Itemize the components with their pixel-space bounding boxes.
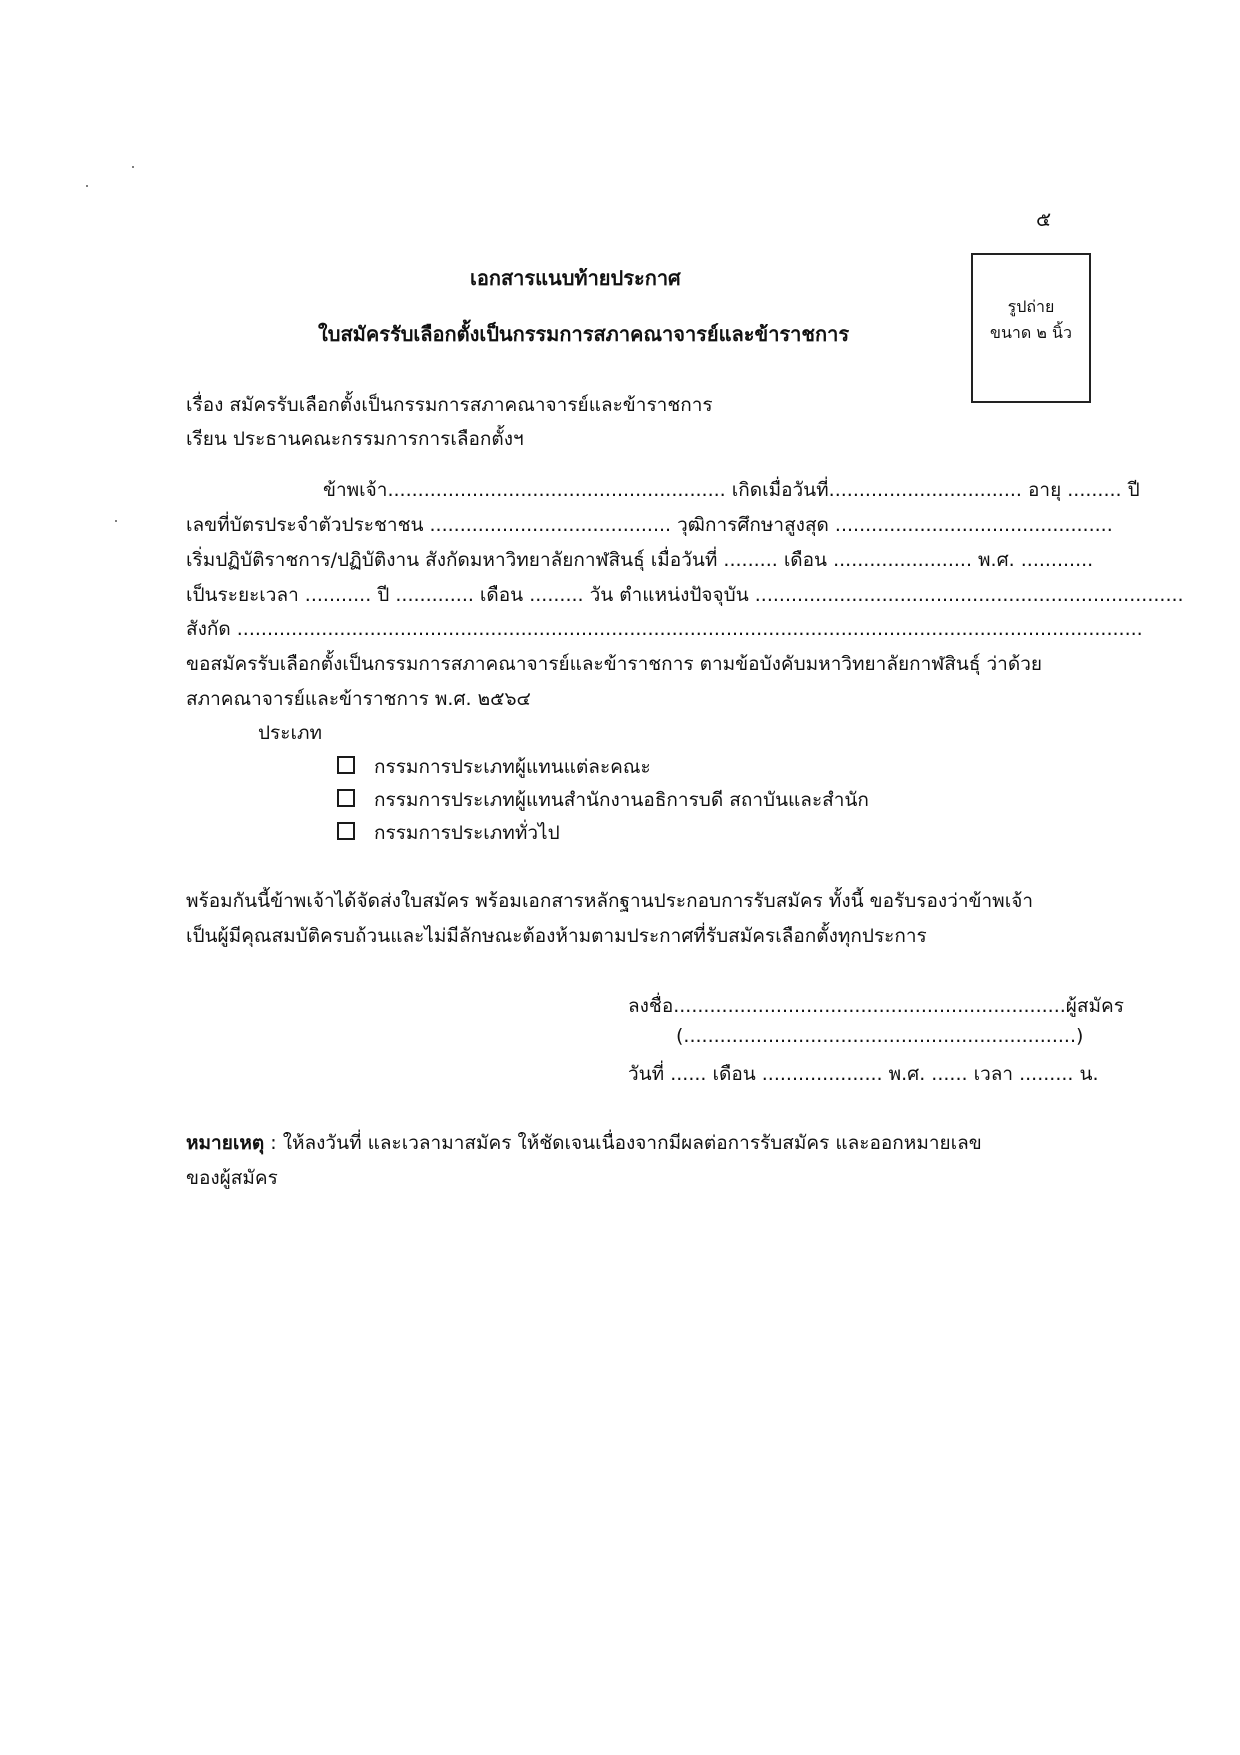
recipient-line: เรียน ประธานคณะกรรมการการเลือกตั้งฯ [186,428,524,450]
id-card-line: เลขที่บัตรประจำตัวประชาชน ........................................ วุฒิการศึกษาสูงสุด .............................................. [186,514,1113,536]
signature-line: ลงชื่อ.................................................................ผู้สมัคร [628,995,1124,1017]
document-title: เอกสารแนบท้ายประกาศ [470,266,681,290]
scan-speck [86,185,88,187]
document-subtitle: ใบสมัครรับเลือกตั้งเป็นกรรมการสภาคณาจารย์และข้าราชการ [318,322,850,346]
scan-speck [115,520,117,522]
tenure-line: เป็นระยะเวลา ........... ปี ............. เดือน ......... วัน ตำแหน่งปัจจุบัน ....................................................................... [186,584,1184,606]
photo-box-size: ขนาด ๒ นิ้ว [990,323,1072,342]
declaration-line1: พร้อมกันนี้ข้าพเจ้าได้จัดส่งใบสมัคร พร้อมเอกสารหลักฐานประกอบการรับสมัคร ทั้งนี้ ขอรับรองว่าข้าพเจ้า [186,890,1034,912]
general-category-checkbox[interactable] [337,822,355,840]
category-option-faculty: กรรมการประเภทผู้แทนแต่ละคณะ [374,756,651,778]
application-statement-line1: ขอสมัครรับเลือกตั้งเป็นกรรมการสภาคณาจารย์และข้าราชการ ตามข้อบังคับมหาวิทยาลัยกาฬสินธุ์ ว่าด้วย [186,653,1042,675]
page-number: ๕ [1036,207,1052,231]
signature-date-line: วันที่ ...... เดือน .................... พ.ศ. ...... เวลา ......... น. [628,1063,1099,1085]
note-text: : ให้ลงวันที่ และเวลามาสมัคร ให้ชัดเจนเนื่องจากมีผลต่อการรับสมัคร และออกหมายเลข [264,1132,982,1154]
category-option-general: กรรมการประเภททั่วไป [374,822,560,844]
note-line1 [186,1128,982,1158]
scan-speck [132,166,134,168]
applicant-name-line: ข้าพเจ้า........................................................ เกิดเมื่อวันที่................................ อายุ ......... ปี [323,479,1140,501]
application-statement-line2: สภาคณาจารย์และข้าราชการ พ.ศ. ๒๕๖๔ [186,688,531,710]
photo-box-label: รูปถ่าย [1007,297,1055,316]
start-date-line: เริ่มปฏิบัติราชการ/ปฏิบัติงาน สังกัดมหาวิทยาลัยกาฬสินธุ์ เมื่อวันที่ ......... เดือน ....................... พ.ศ. ............ [186,549,1094,571]
declaration-line2: เป็นผู้มีคุณสมบัติครบถ้วนและไม่มีลักษณะต้องห้ามตามประกาศที่รับสมัครเลือกตั้งทุกประการ [186,925,927,947]
office-representative-checkbox[interactable] [337,789,355,807]
category-option-office: กรรมการประเภทผู้แทนสำนักงานอธิการบดี สถาบันและสำนัก [374,789,869,811]
affiliation-line: สังกัด ...................................................................................................................................................... [186,618,1143,640]
signature-name-line: (.................................................................) [676,1025,1084,1047]
note-line2: ของผู้สมัคร [186,1167,278,1189]
faculty-representative-checkbox[interactable] [337,756,355,774]
note-label: หมายเหตุ [186,1132,265,1154]
photo-box [971,253,1091,403]
category-label: ประเภท [258,722,323,744]
subject-line: เรื่อง สมัครรับเลือกตั้งเป็นกรรมการสภาคณาจารย์และข้าราชการ [186,394,713,416]
